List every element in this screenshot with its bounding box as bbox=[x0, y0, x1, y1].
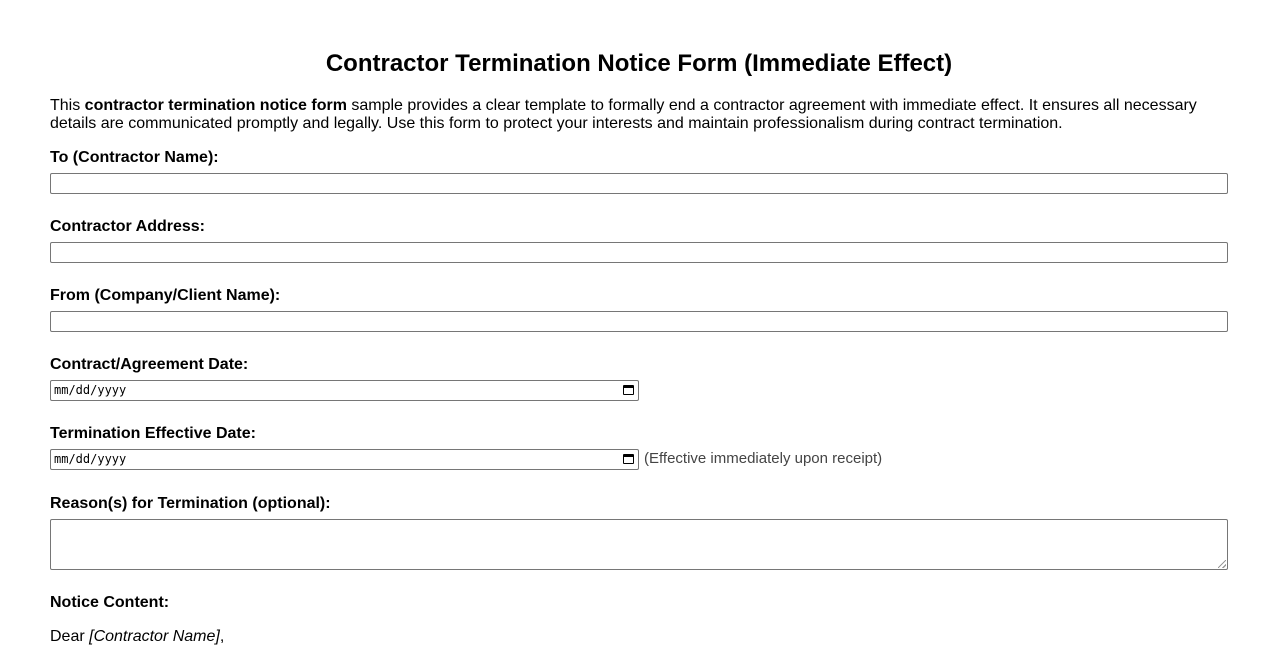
contractor-name-label: To (Contractor Name): bbox=[50, 149, 219, 166]
contract-date-placeholder: mm/dd/yyyy bbox=[54, 383, 127, 397]
resize-grip-icon[interactable] bbox=[1218, 560, 1226, 568]
notice-content-heading: Notice Content: bbox=[50, 594, 170, 611]
termination-date-label: Termination Effective Date: bbox=[50, 425, 256, 442]
contractor-name-input[interactable] bbox=[50, 173, 1228, 194]
page-title: Contractor Termination Notice Form (Immediate Effect) bbox=[325, 50, 953, 77]
greeting-prefix: Dear bbox=[50, 628, 90, 645]
intro-text-start: This bbox=[50, 97, 85, 114]
termination-date-note: (Effective immediately upon receipt) bbox=[644, 450, 883, 467]
from-company-label: From (Company/Client Name): bbox=[50, 287, 281, 304]
contract-date-label: Contract/Agreement Date: bbox=[50, 356, 249, 373]
greeting-contractor-placeholder: [Contractor Name] bbox=[89, 628, 220, 645]
contractor-address-input[interactable] bbox=[50, 242, 1228, 263]
greeting-suffix: , bbox=[219, 628, 225, 645]
reasons-textarea[interactable] bbox=[50, 519, 1228, 570]
intro-text-end: sample provides a clear template to formally end a contractor agreement with immediate effect. It ensures all necessary details are communicated promptly and legally. Use this form to protect your interests and maintain professionalism during contract termination. bbox=[50, 97, 1197, 132]
calendar-icon[interactable] bbox=[623, 454, 634, 464]
from-company-input[interactable] bbox=[50, 311, 1228, 332]
notice-greeting bbox=[50, 628, 224, 646]
calendar-icon[interactable] bbox=[623, 385, 634, 395]
intro-paragraph bbox=[50, 97, 1228, 133]
termination-date-input[interactable] bbox=[50, 449, 639, 470]
termination-date-placeholder: mm/dd/yyyy bbox=[54, 452, 127, 466]
reasons-label: Reason(s) for Termination (optional): bbox=[50, 495, 331, 512]
contractor-address-label: Contractor Address: bbox=[50, 218, 205, 235]
contract-date-input[interactable] bbox=[50, 380, 639, 401]
intro-text-bold: contractor termination notice form bbox=[84, 97, 347, 114]
